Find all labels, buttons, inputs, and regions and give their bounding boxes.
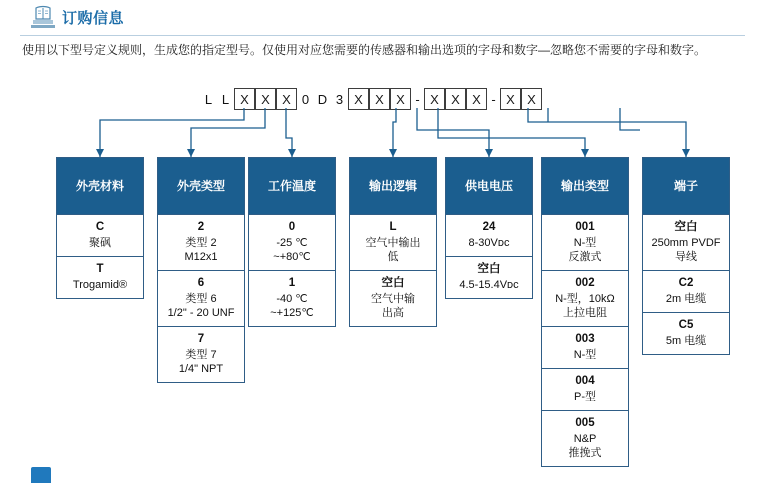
option-cell[interactable] [57, 214, 143, 256]
option-cell[interactable] [542, 410, 628, 466]
part-number-char: 3 [335, 91, 344, 107]
part-number-box[interactable]: X [445, 88, 466, 110]
option-cell[interactable] [350, 270, 436, 326]
option-description: 8-30Vᴅᴄ [468, 237, 510, 249]
header-divider [20, 35, 745, 36]
option-code: L [389, 221, 397, 233]
option-column-header: 输出类型 [542, 158, 628, 214]
option-cell[interactable] [158, 326, 244, 382]
option-description: 空气中输 [371, 293, 415, 305]
option-description: 1/4" NPT [178, 363, 224, 375]
option-description: 出高 [382, 307, 404, 319]
part-number-box[interactable]: X [424, 88, 445, 110]
part-number-box[interactable]: X [500, 88, 521, 110]
option-description: -25 ℃ [276, 237, 308, 249]
option-description: 类型 2 [185, 237, 217, 249]
option-cell[interactable] [643, 270, 729, 312]
part-number-box[interactable]: X [466, 88, 487, 110]
option-cell[interactable] [350, 214, 436, 270]
part-number-box[interactable]: X [348, 88, 369, 110]
option-description: 聚砜 [89, 237, 111, 249]
option-cell[interactable] [542, 214, 628, 270]
option-code: 003 [575, 333, 595, 345]
option-description: N-型，10kΩ [555, 293, 615, 305]
option-description: N-型 [573, 237, 597, 249]
option-cell[interactable] [158, 270, 244, 326]
option-description: ~+125℃ [270, 307, 314, 319]
part-number-box[interactable]: X [369, 88, 390, 110]
option-description: 导线 [675, 251, 697, 263]
option-description: 250mm PVDF [651, 237, 721, 249]
option-cell[interactable] [158, 214, 244, 270]
part-number-box[interactable]: X [234, 88, 255, 110]
option-column-supply-voltage [445, 157, 533, 299]
option-column-header: 供电电压 [446, 158, 532, 214]
option-description: 低 [387, 251, 399, 263]
option-code: 0 [288, 221, 296, 233]
option-cell[interactable] [446, 214, 532, 256]
option-code: 7 [197, 333, 205, 345]
option-code: 空白 [381, 277, 405, 289]
option-column-output-logic [349, 157, 437, 327]
option-code: T [96, 263, 104, 275]
option-code: 004 [575, 375, 595, 387]
option-column-output-type [541, 157, 629, 467]
option-description: 上拉电阻 [563, 307, 607, 319]
option-column-operating-temperature [248, 157, 336, 327]
option-description: P-型 [574, 391, 596, 403]
part-number-char: 0 [301, 91, 310, 107]
option-description: N-型 [573, 349, 597, 361]
option-cell[interactable] [542, 368, 628, 410]
option-description: 5m 电缆 [665, 335, 707, 347]
option-description: 反激式 [568, 251, 602, 263]
part-number-box[interactable]: X [390, 88, 411, 110]
option-column-header: 外壳类型 [158, 158, 244, 214]
option-code: 1 [288, 277, 296, 289]
option-code: 005 [575, 417, 595, 429]
option-code: 24 [482, 221, 496, 233]
option-code: 002 [575, 277, 595, 289]
intro-text: 使用以下型号定义规则，生成您的指定型号。仅使用对应您需要的传感器和输出选项的字母和数字—忽略您不需要的字母和数字。 [22, 43, 707, 57]
option-description: 空气中输出 [365, 237, 421, 249]
part-number-char: L [221, 91, 230, 107]
option-code: 空白 [674, 221, 698, 233]
option-description: 4.5-15.4Vᴅᴄ [459, 279, 519, 291]
option-column-header: 工作温度 [249, 158, 335, 214]
option-code: 2 [197, 221, 205, 233]
option-cell[interactable] [542, 270, 628, 326]
part-number-dash: - [415, 91, 420, 107]
option-cell[interactable] [249, 270, 335, 326]
option-cell[interactable] [446, 256, 532, 298]
option-cell[interactable] [57, 256, 143, 298]
document-stack-icon [28, 5, 58, 31]
option-description: Trogamid® [72, 279, 128, 291]
option-code: C5 [678, 319, 694, 331]
option-column-termination [642, 157, 730, 355]
option-cell[interactable] [249, 214, 335, 270]
connector-lines [0, 108, 759, 158]
part-number-char: L [204, 91, 213, 107]
option-description: 类型 6 [185, 293, 217, 305]
page-header [0, 0, 759, 36]
option-code: 6 [197, 277, 205, 289]
option-column-header: 外壳材料 [57, 158, 143, 214]
option-column-header: 输出逻辑 [350, 158, 436, 214]
option-description: ~+80℃ [273, 251, 311, 263]
option-code: 001 [575, 221, 595, 233]
option-column-housing-material [56, 157, 144, 299]
page-footer-badge [31, 467, 51, 483]
part-number-box[interactable]: X [276, 88, 297, 110]
option-description: 1/2" - 20 UNF [167, 307, 235, 319]
page-title: 订购信息 [62, 10, 125, 27]
option-column-housing-type [157, 157, 245, 383]
option-description: 类型 7 [185, 349, 217, 361]
option-description: 2m 电缆 [665, 293, 707, 305]
option-description: -40 ℃ [276, 293, 308, 305]
option-cell[interactable] [643, 214, 729, 270]
part-number-box[interactable]: X [521, 88, 542, 110]
part-number-dash: - [491, 91, 496, 107]
option-description: N&P [573, 433, 597, 445]
option-cell[interactable] [542, 326, 628, 368]
option-cell[interactable] [643, 312, 729, 354]
part-number-box[interactable]: X [255, 88, 276, 110]
option-description: M12x1 [184, 251, 218, 263]
option-description: 推挽式 [568, 447, 602, 459]
option-code: 空白 [477, 263, 501, 275]
option-code: C2 [678, 277, 694, 289]
part-number-char: D [317, 91, 328, 107]
option-code: C [95, 221, 105, 233]
option-column-header: 端子 [643, 158, 729, 214]
